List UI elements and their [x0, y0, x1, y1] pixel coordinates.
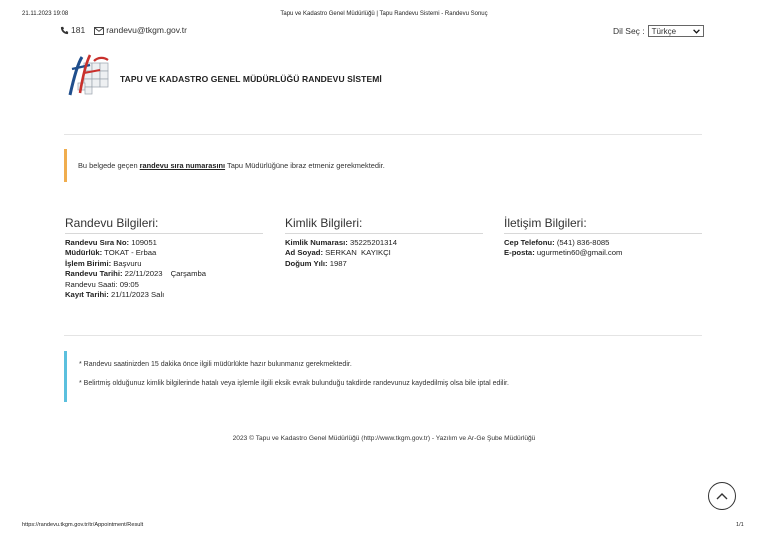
queue-number-row: Randevu Sıra No: 109051 [65, 238, 157, 247]
contact-email: ugurmetin60@gmail.com [536, 248, 623, 258]
scroll-up-icon [716, 487, 728, 505]
print-doc-title: Tapu ve Kadastro Genel Müdürlüğü | Tapu Randevu Sistemi - Randevu Sonuç [280, 11, 488, 17]
contact-info-heading: İletişim Bilgileri: [504, 216, 702, 234]
birth-year-row: Doğum Yılı: 1987 [285, 258, 347, 268]
email-link[interactable]: randevu@tkgm.gov.tr [106, 25, 187, 36]
appointment-notice [78, 161, 385, 170]
queue-number: 109051 [131, 238, 157, 247]
system-title: TAPU VE KADASTRO GENEL MÜDÜRLÜĞÜ RANDEVU SİSTEMİ [120, 74, 382, 84]
appointment-date: 22/11/2023 [124, 269, 163, 279]
language-value: Türkçe [651, 26, 677, 36]
identity-info-column [285, 216, 483, 269]
chevron-down-icon [693, 27, 700, 36]
appointment-day: Çarşamba [170, 269, 207, 279]
envelope-icon [94, 25, 104, 35]
language-select[interactable] [648, 25, 704, 37]
appointment-time-row: Randevu Saati: 09:05 [65, 279, 139, 289]
registration-date: 21/11/2023 [111, 290, 149, 300]
print-datetime: 21.11.2023 19:08 [22, 11, 69, 17]
registration-day: Salı [151, 290, 165, 300]
notice-accent-bar [64, 149, 67, 182]
tkgm-logo [64, 53, 114, 102]
notice-link[interactable]: randevu sıra numarasını [139, 161, 226, 170]
warning-early-arrival: * Randevu saatinizden 15 dakika önce ilgili müdürlükte hazır bulunmanız gerekmektedir. [79, 361, 352, 368]
registration-date-row: Kayıt Tarihi: 21/11/2023 Salı [65, 290, 165, 300]
mobile-phone: (541) 836-8085 [556, 238, 610, 247]
directorate-row: Müdürlük: TOKAT - Erbaa [65, 248, 157, 258]
divider [64, 335, 702, 336]
id-number-row: Kimlik Numarası: 35225201314 [285, 238, 397, 247]
divider [64, 134, 702, 135]
appointment-info-heading: Randevu Bilgileri: [65, 216, 263, 234]
language-selector [613, 25, 704, 37]
directorate: TOKAT - Erbaa [104, 248, 157, 258]
mobile-phone-row: Cep Telefonu: (541) 836-8085 [504, 238, 610, 247]
notice-text-before: Bu belgede geçen [78, 161, 140, 170]
full-name: SERKAN KAYIKÇI [325, 248, 391, 258]
scroll-up-button[interactable] [708, 482, 736, 510]
print-page-number: 1/1 [736, 522, 744, 528]
full-name-row: Ad Soyad: SERKAN KAYIKÇI [285, 248, 391, 258]
site-footer: 2023 © Tapu ve Kadastro Genel Müdürlüğü (http://www.tkgm.gov.tr) - Yazılım ve Ar-Ge Şube Müdürlüğü [232, 435, 536, 442]
warning-cancellation: * Belirtmiş olduğunuz kimlik bilgilerinde hatalı veya işlemle ilgili eksik evrak bulunduğu takdirde randevunuz kaydedilmiş olsa bile iptal edilir. [79, 380, 509, 387]
notice-text-after: Tapu Müdürlüğüne ibraz etmeniz gerekmektedir. [225, 161, 385, 170]
contact-info-column [504, 216, 702, 259]
birth-year: 1987 [329, 258, 347, 268]
phone-number[interactable]: 181 [71, 25, 86, 36]
phone-icon [60, 25, 69, 35]
service-unit: Başvuru [113, 258, 142, 268]
service-unit-row: İşlem Birimi: Başvuru [65, 258, 142, 268]
info-accent-bar [64, 351, 67, 402]
identity-info-heading: Kimlik Bilgileri: [285, 216, 483, 234]
contact-bar [60, 25, 187, 35]
email-row: E-posta: ugurmetin60@gmail.com [504, 248, 623, 258]
appointment-date-row: Randevu Tarihi: 22/11/2023 Çarşamba [65, 269, 207, 279]
appointment-info-column [65, 216, 263, 300]
language-label: Dil Seç : [613, 26, 645, 36]
print-url: https://randevu.tkgm.gov.tr/tr/Appointment/Result [22, 522, 144, 528]
id-number: 35225201314 [349, 238, 397, 247]
